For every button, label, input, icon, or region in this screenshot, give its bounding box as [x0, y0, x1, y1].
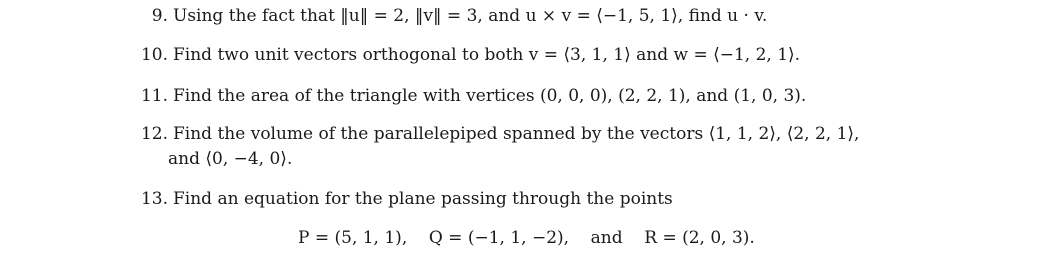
problem-text: Find the area of the triangle with vertices (0, 0, 0), (2, 2, 1), and (1, 0, 3).	[173, 86, 807, 106]
problem-text: Using the fact that ‖u‖ = 2, ‖v‖ = 3, and u × v = ⟨−1, 5, 1⟩, find u · v.	[173, 6, 768, 26]
problem-number: 10.	[140, 45, 168, 65]
problem-number: 11.	[140, 86, 168, 106]
problem-12	[130, 123, 859, 145]
problem-text: Find an equation for the plane passing through the points	[173, 189, 673, 209]
problem-text: Find two unit vectors orthogonal to both v = ⟨3, 1, 1⟩ and w = ⟨−1, 2, 1⟩.	[173, 45, 801, 65]
problem-13-points: P = (5, 1, 1), Q = (−1, 1, −2), and R = (2, 0, 3).	[298, 228, 755, 248]
problem-13	[130, 188, 673, 210]
problem-number: 12.	[140, 124, 168, 144]
problem-10	[130, 44, 800, 66]
problem-text: Find the volume of the parallelepiped spanned by the vectors ⟨1, 1, 2⟩, ⟨2, 2, 1⟩,	[173, 124, 860, 144]
problem-12-continuation: and ⟨0, −4, 0⟩.	[168, 149, 293, 169]
problem-9	[130, 5, 767, 27]
problem-11	[130, 85, 806, 107]
problem-number: 13.	[140, 189, 168, 209]
problem-number: 9.	[151, 6, 168, 26]
